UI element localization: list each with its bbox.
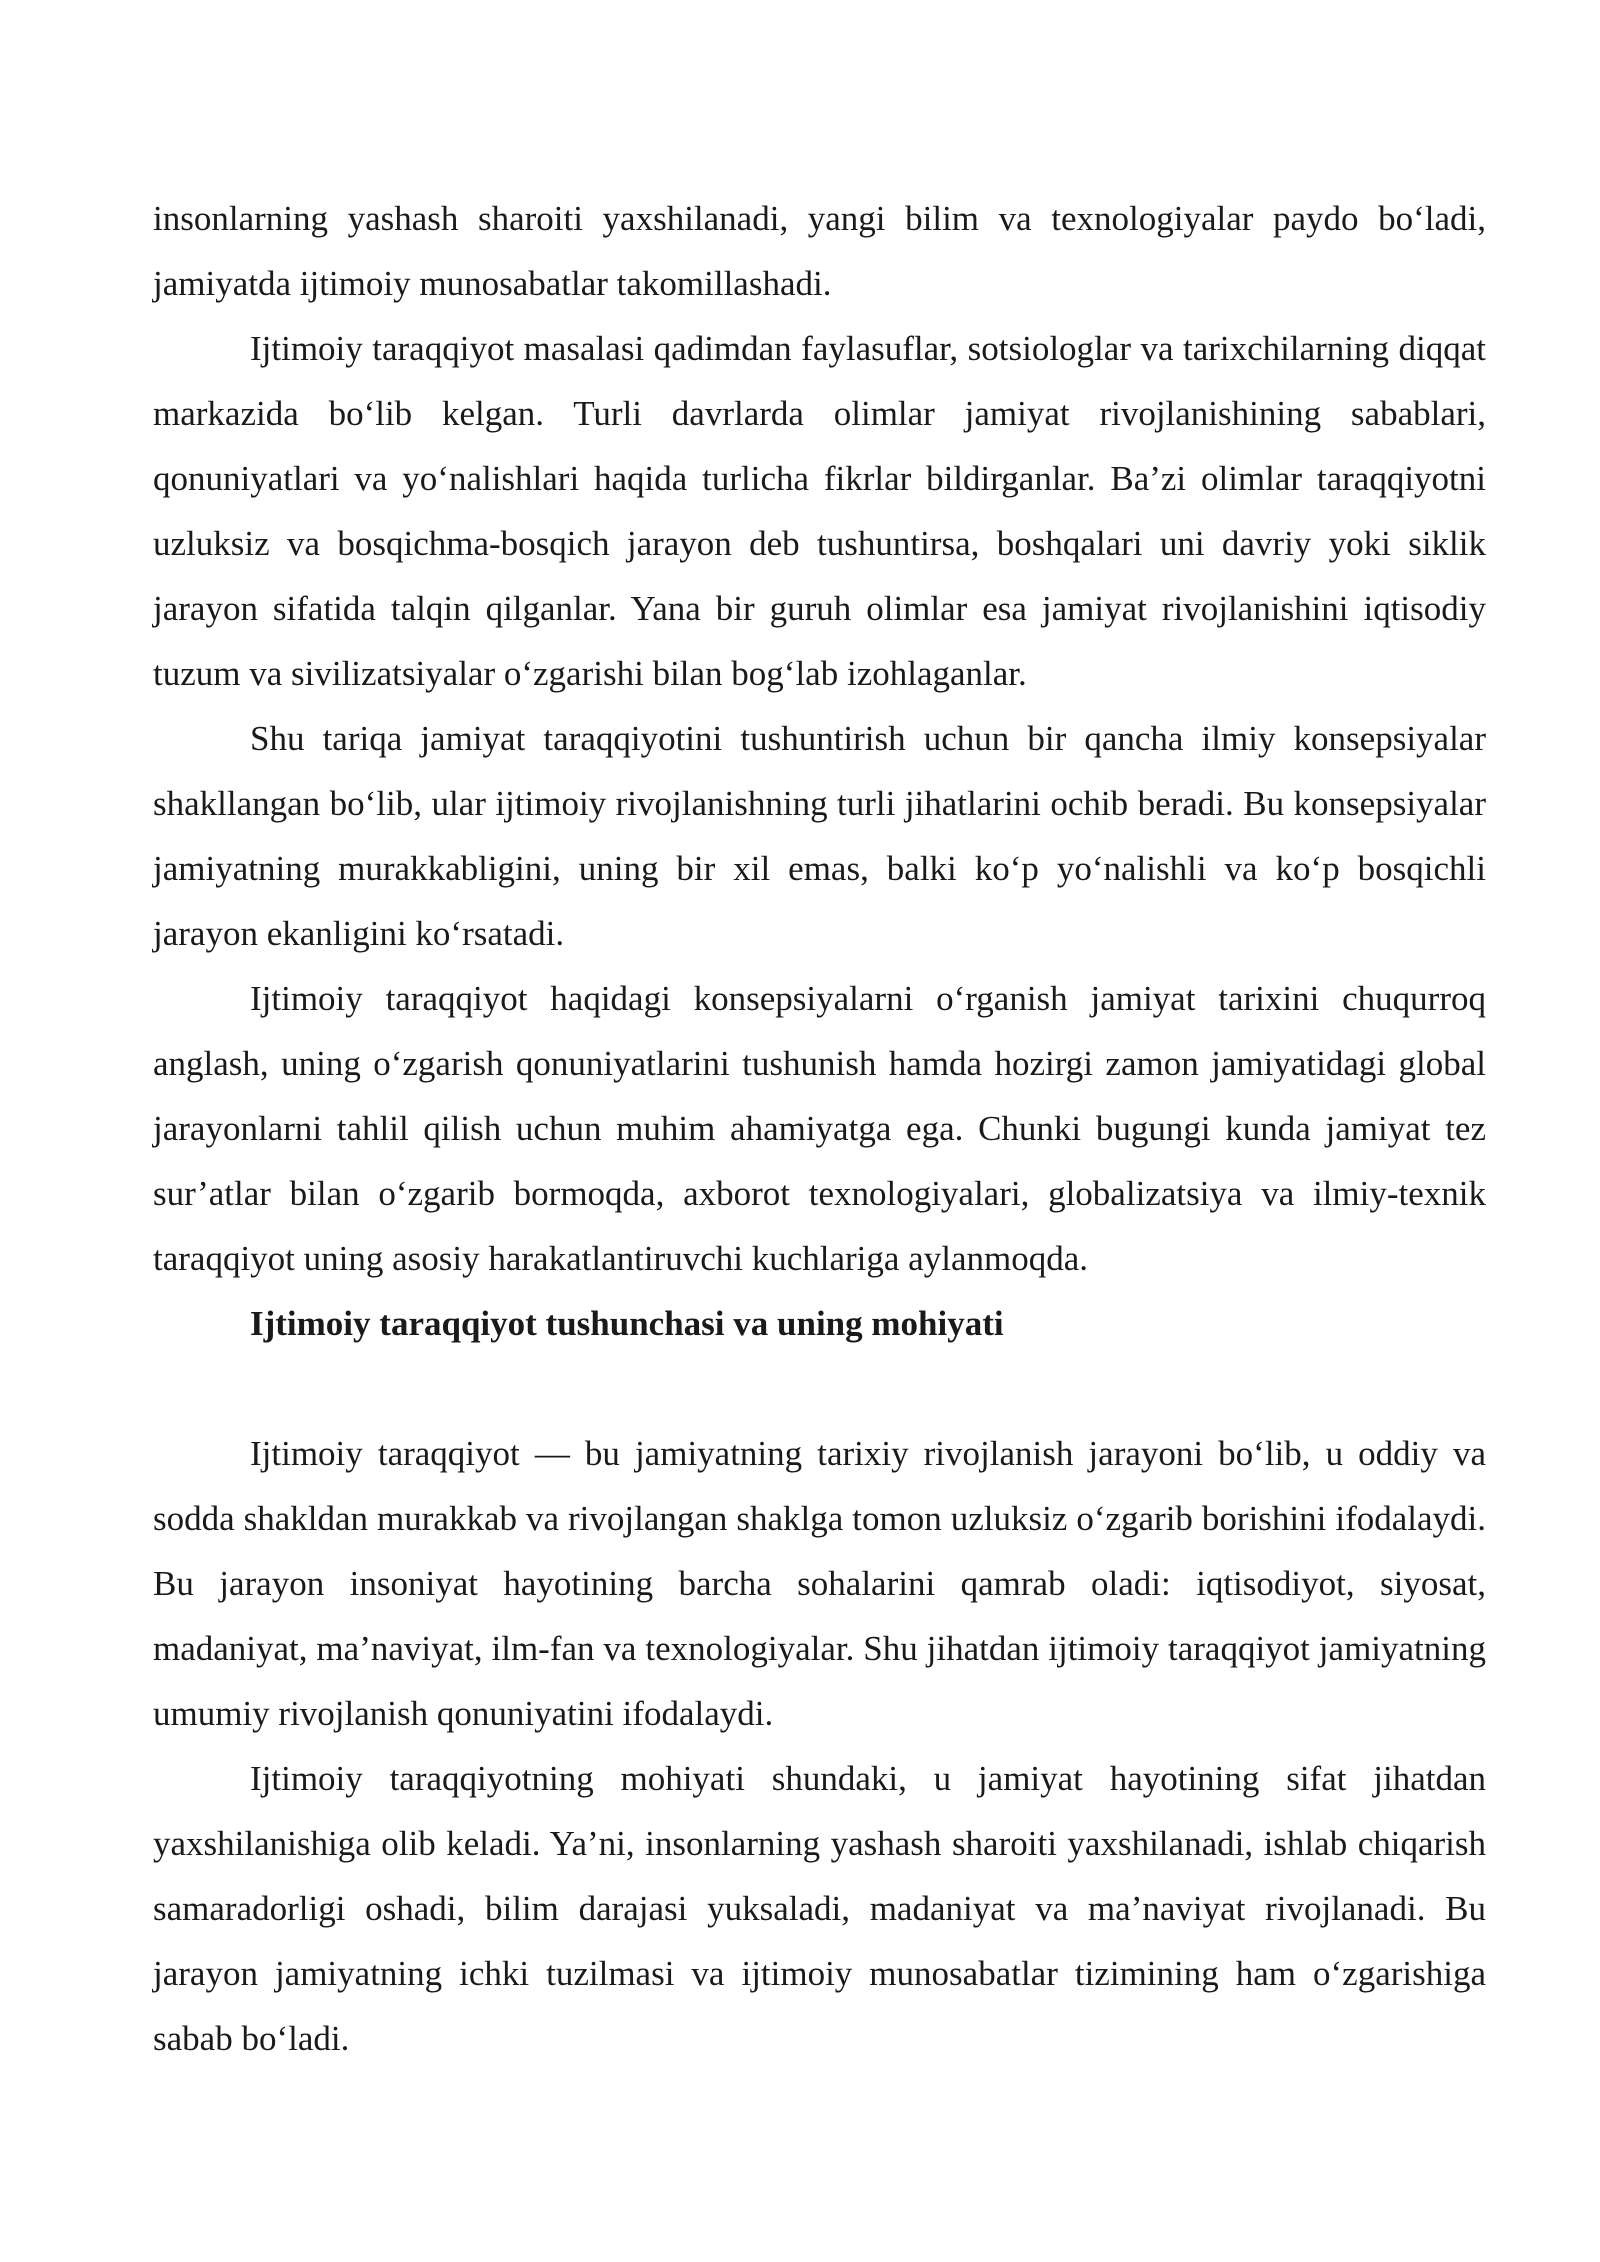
paragraph-importance: Ijtimoiy taraqqiyot haqidagi konsepsiyalarni o‘rganish jamiyat tarixini chuqurroq anglash, uning o‘zgarish qonuniyatlarini tushunish hamda hozirgi zamon jamiyatidagi global jarayonlarni tahlil qilish uchun muhim ahamiyatga ega. Chunki bugungi kunda jamiyat tez sur’atlar bilan o‘zgarib bormoqda, axborot texnologiyalari, globalizatsiya va ilmiy-texnik taraqqiyot uning asosiy harakatlantiruvchi kuchlariga aylanmoqda. xyxy=(153,979,1486,1278)
section-spacer xyxy=(153,1356,1486,1421)
document-page xyxy=(153,186,1486,2071)
paragraph-continuation: insonlarning yashash sharoiti yaxshilanadi, yangi bilim va texnologiyalar paydo bo‘ladi, jamiyatda ijtimoiy munosabatlar takomillashadi. xyxy=(153,199,1486,303)
paragraph-scientific-concepts: Shu tariqa jamiyat taraqqiyotini tushuntirish uchun bir qancha ilmiy konsepsiyalar shakllangan bo‘lib, ular ijtimoiy rivojlanishning turli jihatlarini ochib beradi. Bu konsepsiyalar jamiyatning murakkabligini, uning bir xil emas, balki ko‘p yo‘nalishli va ko‘p bosqichli jarayon ekanligini ko‘rsatadi. xyxy=(153,719,1486,953)
section-heading: Ijtimoiy taraqqiyot tushunchasi va uning mohiyati xyxy=(250,1304,1004,1343)
paragraph-concepts-history: Ijtimoiy taraqqiyot masalasi qadimdan faylasuflar, sotsiologlar va tarixchilarning diqqat markazida bo‘lib kelgan. Turli davrlarda olimlar jamiyat rivojlanishining sabablari, qonuniyatlari va yo‘nalishlari haqida turlicha fikrlar bildirganlar. Ba’zi olimlar taraqqiyotni uzluksiz va bosqichma-bosqich jarayon deb tushuntirsa, boshqalari uni davriy yoki siklik jarayon sifatida talqin qilganlar. Yana bir guruh olimlar esa jamiyat rivojlanishini iqtisodiy tuzum va sivilizatsiyalar o‘zgarishi bilan bog‘lab izohlaganlar. xyxy=(153,329,1486,693)
paragraph-essence: Ijtimoiy taraqqiyotning mohiyati shundaki, u jamiyat hayotining sifat jihatdan yaxshilanishiga olib keladi. Ya’ni, insonlarning yashash sharoiti yaxshilanadi, ishlab chiqarish samaradorligi oshadi, bilim darajasi yuksaladi, madaniyat va ma’naviyat rivojlanadi. Bu jarayon jamiyatning ichki tuzilmasi va ijtimoiy munosabatlar tizimining ham o‘zgarishiga sabab bo‘ladi. xyxy=(153,1759,1486,2058)
paragraph-definition: Ijtimoiy taraqqiyot — bu jamiyatning tarixiy rivojlanish jarayoni bo‘lib, u oddiy va sodda shakldan murakkab va rivojlangan shaklga tomon uzluksiz o‘zgarib borishini ifodalaydi. Bu jarayon insoniyat hayotining barcha sohalarini qamrab oladi: iqtisodiyot, siyosat, madaniyat, ma’naviyat, ilm-fan va texnologiyalar. Shu jihatdan ijtimoiy taraqqiyot jamiyatning umumiy rivojlanish qonuniyatini ifodalaydi. xyxy=(153,1434,1486,1733)
